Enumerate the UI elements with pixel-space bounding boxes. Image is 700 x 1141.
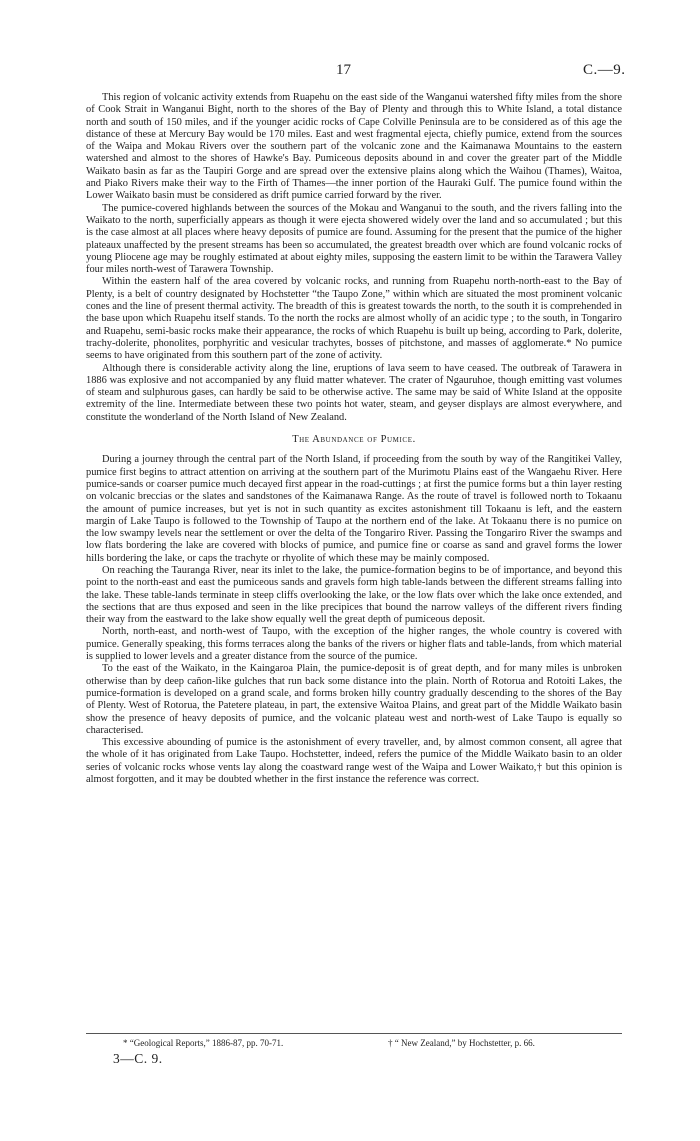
section-heading: The Abundance of Pumice.	[292, 434, 416, 446]
paragraph: To the east of the Waikato, in the Kaingaroa Plain, the pumice-deposit is of great depth, and for many miles is unbroken otherwise than by deep cañon-like gulches that run back some distance into the plain. North of Rotorua and Rotoiti Lakes, the pumice-formation is developed on a grand scale, and forms broken hilly country gradually descending to the shores of the Bay of Plenty. West of Rotorua, the Patetere plateau, in part, the extensive Waitoa Plains, and great part of the Middle Waikato basin show the presence of heavy deposits of pumice, and the volcanic plateau west and north-west of Lake Taupo is equally so characterised.	[86, 663, 622, 736]
paragraph: Within the eastern half of the area covered by volcanic rocks, and running from Ruapehu north-north-east to the Bay of Plenty, is a belt of country designated by Hochstetter “the Taupo Zone,” within which are situated the most prominent volcanic cones and the line of present thermal activity. The breadth of this is greatest towards the north, to the south it is comprehended in the base upon which Ruapehu itself stands. To the north the rocks are almost wholly of an acidic type ; to the south, in Tongariro and Ruapehu, semi-basic rocks make their appearance, the rocks of which Ruapehu is built up being, according to Park, dolerite, trachy-dolerite, phonolites, porphyritic and vesicular trachytes, bosses of pitchstone, and masses of agglomerate.* No pumice seems to have originated from this southern part of the zone of activity.	[86, 276, 622, 362]
paragraph: This excessive abounding of pumice is the astonishment of every traveller, and, by almost common consent, all agree that the whole of it has originated from Lake Taupo. Hochstetter, indeed, refers the pumice of the Middle Waikato basin to an older series of volcanic rocks whose vents lay along the coastward range west of the Waipa and Lower Waikato,† but this opinion is almost forgotten, and it may be doubted whether in the first instance the reference was correct.	[86, 737, 622, 786]
page-number: 17	[336, 62, 351, 78]
footnote-new-zealand: † “ New Zealand,” by Hochstetter, p. 66.	[388, 1038, 535, 1048]
document-code: C.—9.	[583, 62, 626, 78]
signature-mark: 3—C. 9.	[113, 1051, 163, 1066]
footnote-divider	[86, 1033, 622, 1034]
body-text	[86, 92, 622, 786]
paragraph: On reaching the Tauranga River, near its inlet to the lake, the pumice-formation begins to be of importance, and beyond this point to the north-east and east the pumiceous sands and gravels form high table-lands between the different streams falling into the lake. These table-lands terminate in steep cliffs overlooking the lake, or the low flats over which the lake once extended, and the sections that are thus exposed and seen in the like precipices that bound the narrow valleys of the different rivers finding their way from the eastward to the lake show equally well the great depth of pumiceous deposit.	[86, 564, 622, 626]
footnote-geological-reports: * “Geological Reports,” 1886-87, pp. 70-71.	[123, 1038, 284, 1048]
paragraph: North, north-east, and north-west of Taupo, with the exception of the higher ranges, the whole country is covered with pumice. Generally speaking, this forms terraces along the banks of the rivers or higher flats and table-lands, from which material is supplied to lower levels and a greater distance from the source of the pumice.	[86, 626, 622, 663]
paragraph: The pumice-covered highlands between the sources of the Mokau and Wanganui to the south, and the rivers falling into the Waikato to the north, superficially appears as though it were ejecta showered widely over the land and so accumulated ; but this is the case almost at all places where heavy deposits of pumice are found. Assuming for the present that the pumice of the higher plateaux unaffected by the present streams has been so accumulated, the greatest breadth over which are found volcanic rocks of young Pliocene age may be roughly estimated at about eighty miles, supposing the eastern limit to be within the Tarawera Valley four miles north-west of Tarawera Township.	[86, 202, 622, 276]
paragraph: Although there is considerable activity along the line, eruptions of lava seem to have ceased. The outbreak of Tarawera in 1886 was explosive and not accompanied by any fluid matter whatever. The crater of Ngauruhoe, though emitting vast volumes of steam and sulphurous gases, can hardly be said to be otherwise active. The same may be said of White Island at the opposite extremity of the line. Intermediate between these two points hot water, steam, and geyser displays are almost everywhere, and constitute the wonderland of the North Island of New Zealand.	[86, 362, 622, 423]
paragraph: During a journey through the central part of the North Island, if proceeding from the south by way of the Rangitikei Valley, pumice first begins to attract attention on arriving at the southern part of the Murimotu Plains east of the Wangaehu River. Here pumice-sands or coarser pumice much decayed first appear in the road-cuttings ; at first the pumice forms but a thin layer resting on volcanic breccias or the slates and sandstones of the Kaimanawa Range. As the route of travel is followed north to Tokaanu the amount of pumice increases, but yet is not in such quantity as excites astonishment till Tokaanu is left, and the eastern margin of Lake Taupo is followed to the Township of Taupo at the northern end of the lake. At Tokaanu there is no pumice on the low swampy levels near the settlement or over the delta of the Tongariro River. Passing the Tongariro River the swamps and low flats bordering the lake are covered with blocks of pumice, and pumice fine or coarse as sand and gravel forms the lower hills bordering the lake, or caps the trachyte or rhyolite of which these may be mainly composed.	[86, 454, 622, 564]
paragraph: This region of volcanic activity extends from Ruapehu on the east side of the Wanganui watershed fifty miles from the shore of Cook Strait in Wanganui Bight, north to the shores of the Bay of Plenty and through this to White Island, a total distance north and south of 150 miles, and if the younger acidic rocks of Cape Colville Peninsula are to be considered as of this age the distance of these at Mercury Bay would be 170 miles. East and west fragmental ejecta, chiefly pumice, extend from the sources of the Waipa and Mokau Rivers over the southern part of the volcanic zone and the Kaimanawa Mountains to the eastern watershed and almost to the shores of Hawke's Bay. Pumiceous deposits abound in and cover the greater part of the Middle Waikato basin as far as the Taupiri Gorge and are spread over the extensive plains along which the Waihou (Thames), Waitoa, and Piako Rivers make their way to the Firth of Thames—the inner portion of the Hauraki Gulf. The pumice found within the Lower Waikato basin must be considered as drift pumice carried forward by the river.	[86, 92, 622, 202]
